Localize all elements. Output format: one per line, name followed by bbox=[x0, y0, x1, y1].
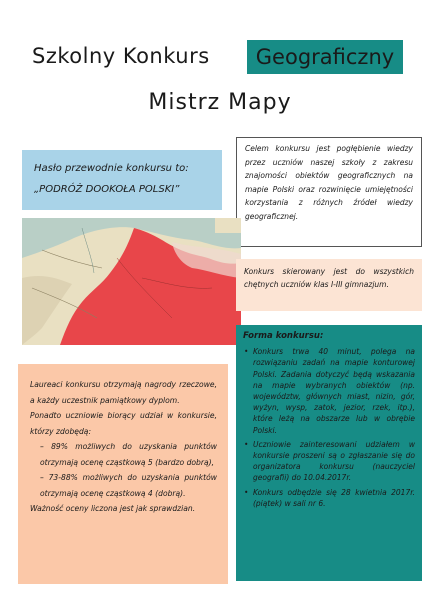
prizes-paragraph-2: Ponadto uczniowie biorący udział w konkursie, którzy zdobędą: bbox=[30, 411, 217, 436]
prizes-bullet-2: – 73-88% możliwych do uzyskania punktów otrzymają ocenę cząstkową 4 (dobrą). bbox=[40, 473, 217, 498]
form-heading: Forma konkursu: bbox=[243, 331, 324, 341]
old-map-image bbox=[22, 218, 241, 345]
title-part-2-highlight: Geograficzny bbox=[247, 40, 403, 74]
form-item-duration: • Konkurs trwa 40 minut, polega na rozwiązaniu zadań na mapie konturowej Polski. Zadania dotyczyć będą wskazania na mapie wybranych obiektów (np. województw, głównych miast, nizin, gór, wyżyn, wysp, zatok, jezior, rzek, itp.), które leżą na obszarze lub w obrębie Polski. bbox=[253, 346, 415, 436]
prizes-bullet-1: – 89% możliwych do uzyskania punktów otrzymają ocenę cząstkową 5 (bardzo dobrą), bbox=[40, 442, 217, 467]
motto-value: „PODRÓŻ DOOKOŁA POLSKI” bbox=[34, 184, 180, 195]
form-box bbox=[236, 325, 422, 581]
prizes-paragraph-3: Ważność oceny liczona jest jak sprawdzian. bbox=[30, 504, 196, 513]
form-list bbox=[243, 346, 415, 509]
form-item-registration: • Uczniowie zainteresowani udziałem w konkursie proszeni są o zgłaszanie się do organizatora konkursu (nauczyciel geografii) do 10.04.2017r. bbox=[253, 439, 415, 484]
motto-box bbox=[22, 150, 222, 210]
prizes-box bbox=[18, 364, 228, 584]
subtitle: Mistrz Mapy bbox=[148, 90, 292, 115]
prizes-paragraph-1: Laureaci konkursu otrzymają nagrody rzeczowe, a każdy uczestnik pamiątkowy dyplom. bbox=[30, 380, 217, 405]
title-part-1: Szkolny Konkurs bbox=[32, 44, 210, 68]
map-illustration bbox=[22, 218, 241, 345]
form-item-date: • Konkurs odbędzie się 28 kwietnia 2017r. (piątek) w sali nr 6. bbox=[253, 487, 415, 509]
goal-box: Celem konkursu jest pogłębienie wiedzy przez uczniów naszej szkoły z zakresu znajomości obiektów geograficznych na mapie Polski oraz rozwinięcie umiejętności korzystania z różnych źródeł wiedzy geograficznej. bbox=[236, 137, 422, 247]
audience-box: Konkurs skierowany jest do wszystkich chętnych uczniów klas I-III gimnazjum. bbox=[236, 259, 422, 311]
motto-label: Hasło przewodnie konkursu to: bbox=[34, 163, 189, 174]
title bbox=[0, 40, 440, 74]
